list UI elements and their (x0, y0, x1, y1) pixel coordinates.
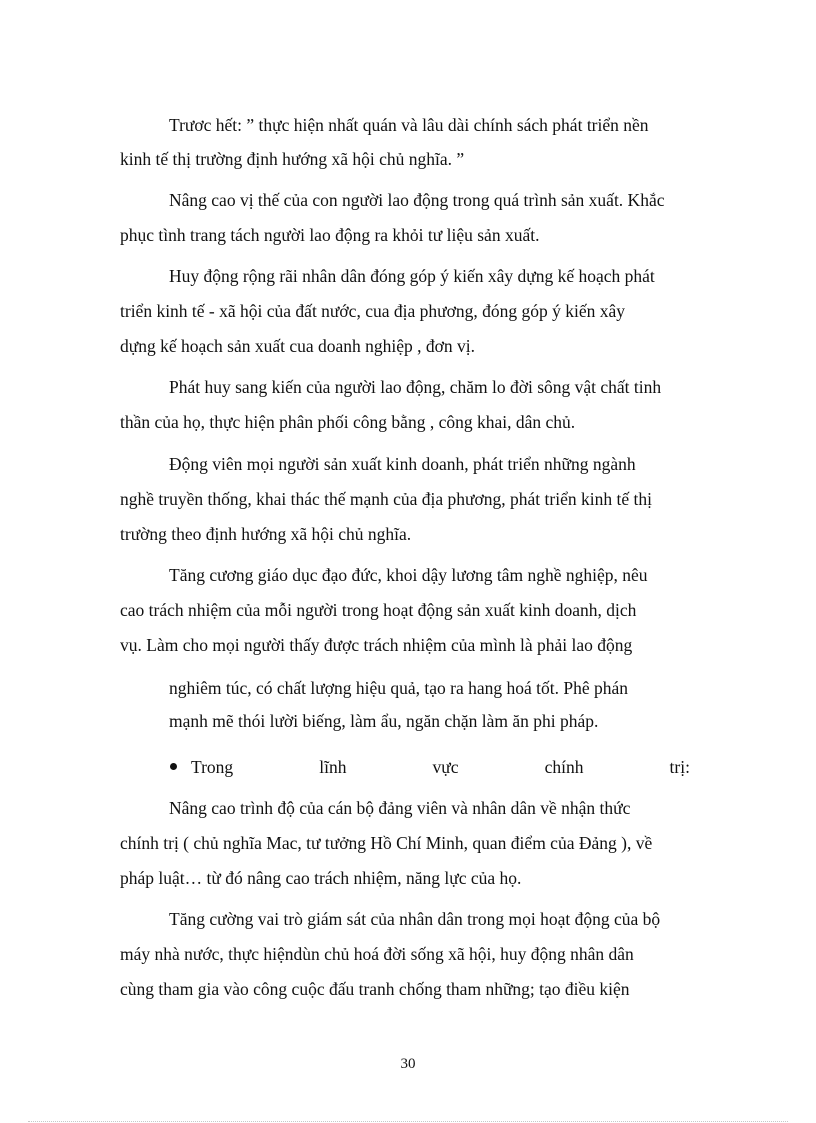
text-line: pháp luật… từ đó nâng cao trách nhiệm, năng lực của họ. (120, 868, 522, 888)
text-line: nghề truyền thống, khai thác thế mạnh của địa phương, phát triển kinh tế thị (120, 489, 652, 509)
page-bottom-divider (28, 1121, 788, 1122)
text-line: cao trách nhiệm của mỗi người trong hoạt động sản xuất kinh doanh, dịch (120, 600, 637, 620)
bullet-icon (170, 763, 177, 770)
text-line: Tăng cương giáo dục đạo đức, khoi dậy lương tâm nghề nghiệp, nêu (169, 565, 648, 585)
text-line: Trươc hết: ” thực hiện nhất quán và lâu dài chính sách phát triển nền (169, 115, 649, 135)
bullet-word: vực (432, 757, 459, 777)
text-line: chính trị ( chủ nghĩa Mac, tư tưởng Hồ Chí Minh, quan điểm của Đảng ), về (120, 833, 653, 853)
bullet-heading (170, 759, 690, 777)
text-line: Nâng cao trình độ của cán bộ đảng viên và nhân dân về nhận thức (169, 798, 631, 818)
page-number: 30 (400, 1056, 416, 1072)
text-line: máy nhà nước, thực hiệndùn chủ hoá đời sống xã hội, huy động nhân dân (120, 944, 634, 964)
text-line: Huy động rộng rãi nhân dân đóng góp ý kiến xây dựng kế hoạch phát (169, 266, 655, 286)
text-line: triển kinh tế - xã hội của đất nước, cua địa phương, đóng góp ý kiến xây (120, 301, 625, 321)
bullet-word: trị: (669, 757, 690, 777)
text-line: mạnh mẽ thói lười biếng, làm ẩu, ngăn chặn làm ăn phi pháp. (169, 711, 599, 731)
text-line: thần của họ, thực hiện phân phối công bằng , công khai, dân chủ. (120, 412, 576, 432)
text-line: trường theo định hướng xã hội chủ nghĩa. (120, 524, 412, 544)
bullet-word: Trong (191, 757, 234, 777)
text-line: Nâng cao vị thế của con người lao động trong quá trình sản xuất. Khắc (169, 190, 665, 210)
text-line: nghiêm túc, có chất lượng hiệu quả, tạo ra hang hoá tốt. Phê phán (169, 678, 629, 698)
text-line: cùng tham gia vào công cuộc đấu tranh chống tham những; tạo điều kiện (120, 979, 630, 999)
bullet-word: lĩnh (319, 757, 347, 777)
text-line: Động viên mọi người sản xuất kinh doanh, phát triển những ngành (169, 454, 636, 474)
text-line: vụ. Làm cho mọi người thấy được trách nhiệm của mình là phải lao động (120, 635, 633, 655)
text-line: dựng kế hoạch sản xuất cua doanh nghiệp , đơn vị. (120, 336, 476, 356)
text-line: phục tình trang tách người lao động ra khỏi tư liệu sản xuất. (120, 225, 540, 245)
text-line: kinh tế thị trường định hướng xã hội chủ nghĩa. ” (120, 149, 465, 169)
bullet-heading-text (191, 759, 690, 777)
bullet-word: chính (544, 757, 584, 777)
text-line: Phát huy sang kiến của người lao động, chăm lo đời sông vật chất tinh (169, 377, 662, 397)
text-line: Tăng cường vai trò giám sát của nhân dân trong mọi hoạt động của bộ (169, 909, 661, 929)
